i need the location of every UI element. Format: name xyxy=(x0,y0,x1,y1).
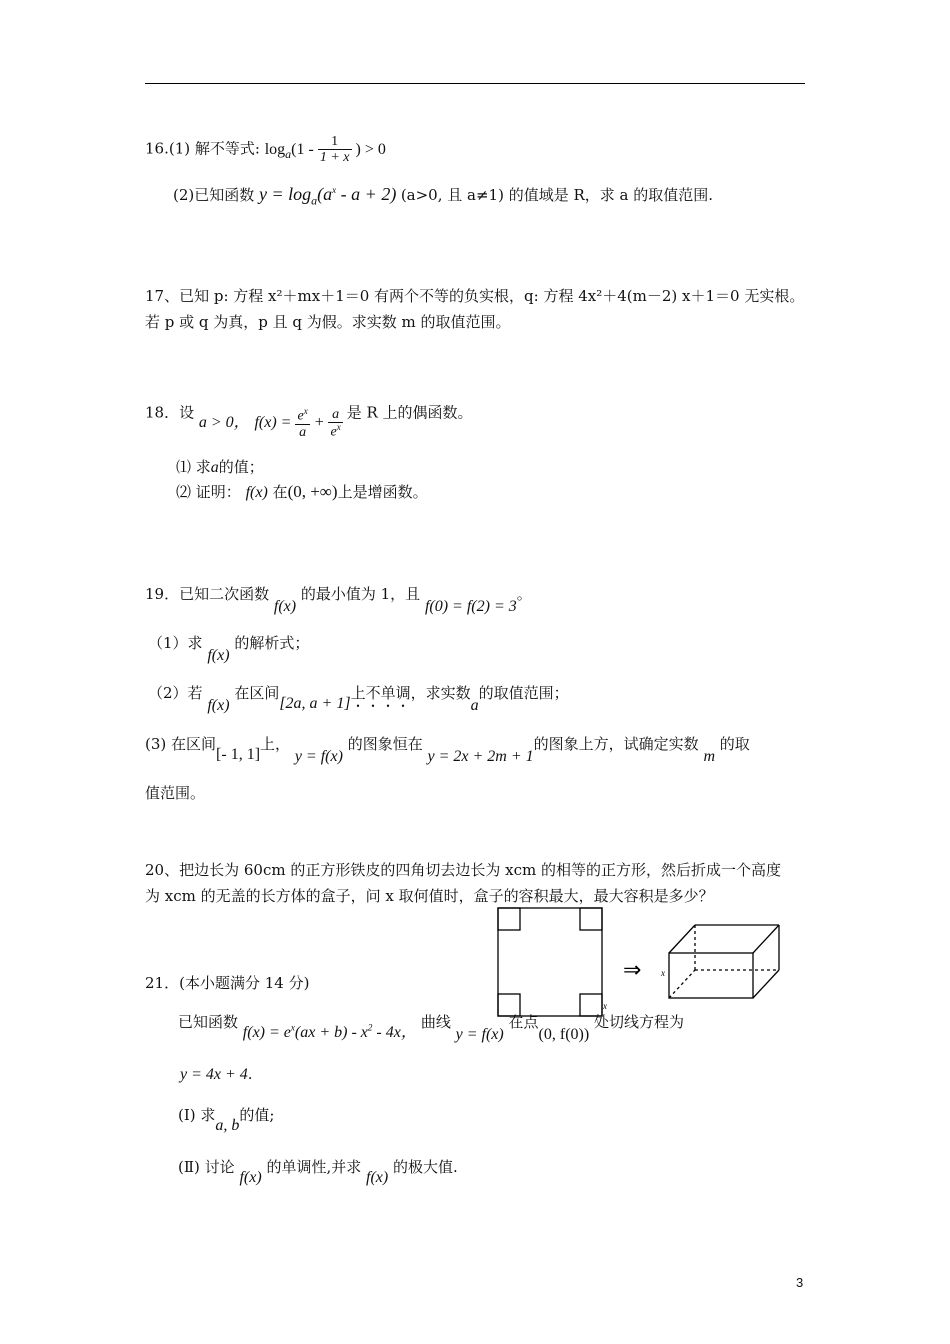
q17-line2: 若 p 或 q 为真，p 且 q 为假。求实数 m 的取值范围。 xyxy=(145,313,511,331)
q19-part2: （2）若 f(x) 在区间[2a, a + 1]上不单调，求实数a的取值范围； xyxy=(148,684,569,714)
implies-arrow-icon: ⇒ xyxy=(623,958,642,983)
q16-part1 xyxy=(145,134,386,166)
q17-line1: 17、已知 p: 方程 x²＋mx＋1＝0 有两个不等的负实根，q: 方程 4x²＋4(m－2) x＋1＝0 无实根。 xyxy=(145,287,805,305)
sheet-square xyxy=(498,908,602,1016)
page-number: 3 xyxy=(796,1275,804,1290)
q16-part2 xyxy=(173,184,713,209)
q21-part2: (Ⅱ) 讨论 f(x) 的单调性,并求 f(x) 的极大值. xyxy=(178,1158,458,1186)
q19-part1: （1）求 f(x) 的解析式； xyxy=(148,634,310,664)
q16-label: 16.(1) 解不等式: xyxy=(145,139,260,158)
q18-func: f(x) = $\frac{e^x}{a}$ + $\frac{a}{e^x}$ xyxy=(254,406,341,441)
box-front xyxy=(669,953,753,998)
q18-part1: ⑴ 求a的值； xyxy=(176,458,264,476)
q16-part2-label: (2)已知函数 xyxy=(173,186,255,204)
q18-part2: ⑵ 证明： f(x) 在(0, +∞)上是增函数。 xyxy=(176,482,428,501)
corner-cut-tl xyxy=(498,908,520,930)
q16-expr: $\log_a(1$ - $\frac{1}{1 + x}$ ) > 0 xyxy=(264,134,386,166)
corner-cut-tr xyxy=(580,908,602,930)
q18-cond: a > 0， xyxy=(198,414,250,432)
fig-x-label-1: x xyxy=(603,1001,607,1011)
q19-stem: 19．已知二次函数 f(x) 的最小值为 1，且 f(0) = f(2) = 3。 xyxy=(145,585,532,615)
q21-label: 21．(本小题满分 14 分) xyxy=(145,974,310,992)
q21-part1: (Ⅰ) 求a, b的值; xyxy=(178,1106,275,1134)
q20-figure xyxy=(495,905,795,1025)
q18-label: 18．设 xyxy=(145,403,195,422)
q16-part2-text: (a>0, 且 a≠1) 的值域是 R，求 a 的取值范围. xyxy=(400,186,714,204)
q16-part2-func: $y = \log_a(a^x - a + 2)$ xyxy=(259,184,397,208)
q19-part3-cont: 值范围。 xyxy=(145,784,206,802)
q19-part3: (3) 在区间[- 1, 1]上， y = f(x) 的图象恒在 y = 2x + 2m + 1的图象上方，试确定实数 m 的取 xyxy=(145,735,750,765)
header-rule xyxy=(145,83,805,84)
fig-x-label-2: x xyxy=(661,968,665,978)
q18-stem xyxy=(145,397,473,441)
q18-tail: 是 R 上的偶函数。 xyxy=(346,403,473,422)
q21-stem: 已知函数 $f(x) = e^x(ax + b) - x^2 - 4x$， 曲线 y = f(x) 在点(0, f(0)) 处切线方程为 xyxy=(178,1013,684,1043)
q20-line1: 20、把边长为 60cm 的正方形铁皮的四角切去边长为 xcm 的相等的正方形，然后折成一个高度 xyxy=(145,861,781,879)
q21-tangent-line: y = 4x + 4. xyxy=(180,1065,253,1083)
q20-line2: 为 xcm 的无盖的长方体的盒子，问 x 取何值时，盒子的容积最大，最大容积是多少？ xyxy=(145,887,714,905)
